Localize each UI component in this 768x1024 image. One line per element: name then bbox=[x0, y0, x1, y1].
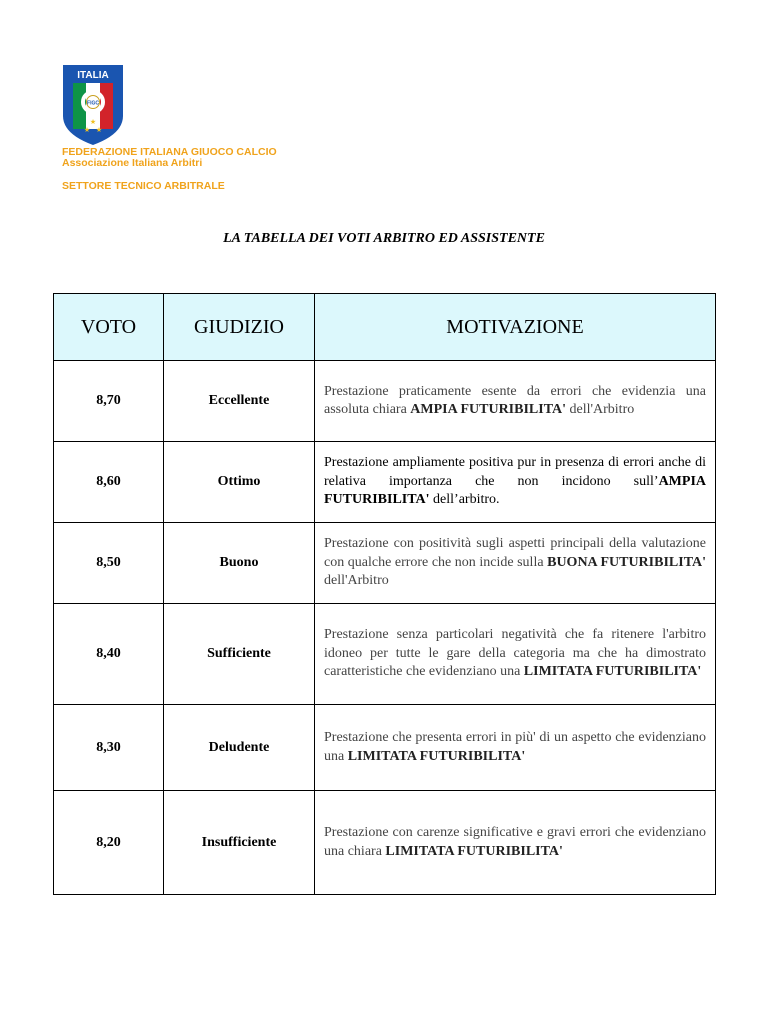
table-row bbox=[54, 361, 716, 442]
voto-cell: 8,60 bbox=[54, 442, 164, 523]
voto-cell: 8,50 bbox=[54, 523, 164, 604]
header-motivazione: MOTIVAZIONE bbox=[315, 294, 716, 361]
table-row bbox=[54, 604, 716, 705]
giudizio-cell: Deludente bbox=[164, 705, 315, 791]
table-row bbox=[54, 523, 716, 604]
table-row bbox=[54, 791, 716, 895]
voto-cell: 8,30 bbox=[54, 705, 164, 791]
motivazione-cell: Prestazione che presenta errori in più' di un aspetto che evidenziano una LIMITATA FUTURIBILITA' bbox=[315, 705, 716, 791]
giudizio-cell: Ottimo bbox=[164, 442, 315, 523]
sector-name: SETTORE TECNICO ARBITRALE bbox=[62, 180, 225, 192]
giudizio-cell: Sufficiente bbox=[164, 604, 315, 705]
header-voto: VOTO bbox=[54, 294, 164, 361]
document-title: LA TABELLA DEI VOTI ARBITRO ED ASSISTENTE bbox=[223, 231, 545, 246]
table-row bbox=[54, 442, 716, 523]
logo-badge: FIGC bbox=[87, 100, 99, 107]
giudizio-cell: Insufficiente bbox=[164, 791, 315, 895]
voto-cell: 8,70 bbox=[54, 361, 164, 442]
svg-text:★: ★ bbox=[95, 126, 103, 134]
grades-table bbox=[53, 293, 716, 895]
header-giudizio: GIUDIZIO bbox=[164, 294, 315, 361]
giudizio-cell: Eccellente bbox=[164, 361, 315, 442]
logo-text: ITALIA bbox=[77, 70, 109, 81]
svg-text:★: ★ bbox=[83, 126, 91, 134]
association-name: Associazione Italiana Arbitri bbox=[62, 157, 203, 169]
motivazione-cell: Prestazione con carenze significative e gravi errori che evidenziano una chiara LIMITATA FUTURIBILITA' bbox=[315, 791, 716, 895]
table-row bbox=[54, 705, 716, 791]
table-header-row bbox=[54, 294, 716, 361]
svg-text:★: ★ bbox=[89, 118, 97, 126]
voto-cell: 8,20 bbox=[54, 791, 164, 895]
giudizio-cell: Buono bbox=[164, 523, 315, 604]
voto-cell: 8,40 bbox=[54, 604, 164, 705]
org-name: FEDERAZIONE ITALIANA GIUOCO CALCIO bbox=[62, 146, 277, 158]
motivazione-cell: Prestazione con positività sugli aspetti principali della valutazione con qualche errore che non incide sulla BUONA FUTURIBILITA' dell'Arbitro bbox=[315, 523, 716, 604]
motivazione-cell: Prestazione ampliamente positiva pur in presenza di errori anche di relativa importanza che non incidono sull’AMPIA FUTURIBILITA' dell’arbitro. bbox=[315, 442, 716, 523]
figc-logo bbox=[62, 64, 124, 146]
motivazione-cell: Prestazione praticamente esente da errori che evidenzia una assoluta chiara AMPIA FUTURIBILITA' dell'Arbitro bbox=[315, 361, 716, 442]
motivazione-cell: Prestazione senza particolari negatività che fa ritenere l'arbitro idoneo per tutte le gare della categoria ma che ha dimostrato caratteristiche che evidenziano una LIMITATA FUTURIBILITA' bbox=[315, 604, 716, 705]
